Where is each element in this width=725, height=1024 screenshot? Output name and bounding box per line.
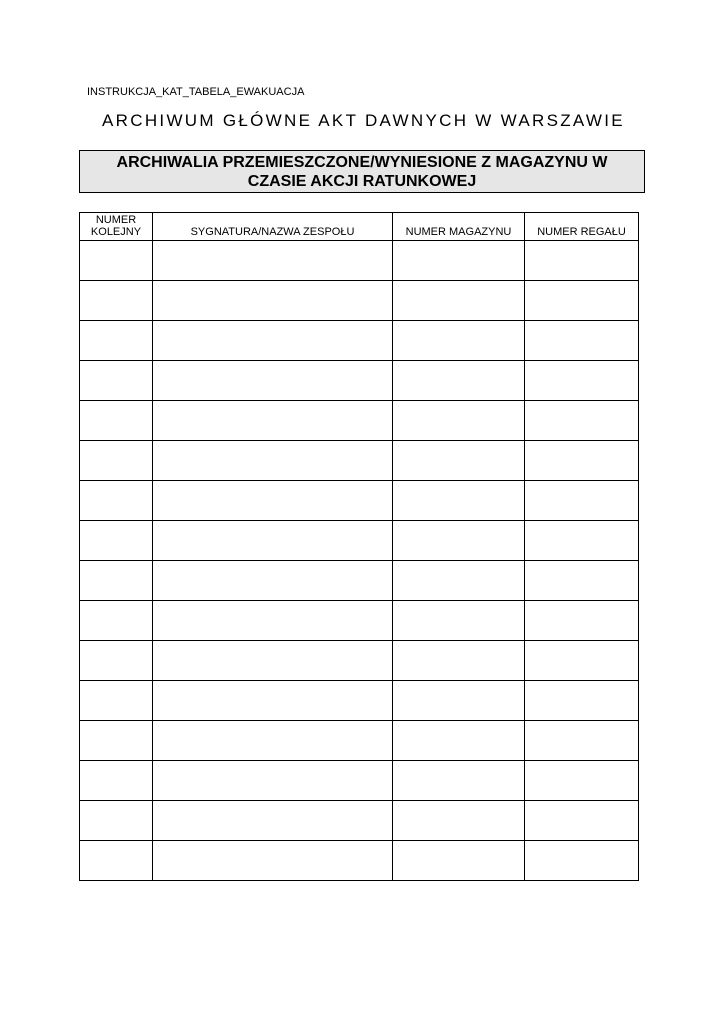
table-body bbox=[80, 241, 639, 881]
cell-ordinal-number[interactable] bbox=[80, 681, 153, 721]
cell-storage-number[interactable] bbox=[393, 841, 525, 881]
cell-shelf-number[interactable] bbox=[525, 241, 639, 281]
cell-storage-number[interactable] bbox=[393, 721, 525, 761]
institution-name: ARCHIWUM GŁÓWNE AKT DAWNYCH W WARSZAWIE bbox=[102, 111, 625, 130]
header-ordinal-number: NUMER KOLEJNY bbox=[80, 213, 153, 241]
cell-ordinal-number[interactable] bbox=[80, 401, 153, 441]
cell-ordinal-number[interactable] bbox=[80, 801, 153, 841]
cell-signature-fond-name[interactable] bbox=[153, 281, 393, 321]
cell-ordinal-number[interactable] bbox=[80, 481, 153, 521]
cell-signature-fond-name[interactable] bbox=[153, 801, 393, 841]
cell-ordinal-number[interactable] bbox=[80, 521, 153, 561]
cell-storage-number[interactable] bbox=[393, 361, 525, 401]
table-row bbox=[80, 561, 639, 601]
cell-signature-fond-name[interactable] bbox=[153, 441, 393, 481]
cell-signature-fond-name[interactable] bbox=[153, 481, 393, 521]
table-row bbox=[80, 841, 639, 881]
table-row bbox=[80, 321, 639, 361]
header-storage-number: NUMER MAGAZYNU bbox=[393, 213, 525, 241]
table-row bbox=[80, 721, 639, 761]
cell-storage-number[interactable] bbox=[393, 641, 525, 681]
cell-ordinal-number[interactable] bbox=[80, 361, 153, 401]
cell-storage-number[interactable] bbox=[393, 801, 525, 841]
cell-storage-number[interactable] bbox=[393, 321, 525, 361]
cell-storage-number[interactable] bbox=[393, 401, 525, 441]
cell-storage-number[interactable] bbox=[393, 441, 525, 481]
cell-shelf-number[interactable] bbox=[525, 521, 639, 561]
cell-ordinal-number[interactable] bbox=[80, 321, 153, 361]
table-row bbox=[80, 681, 639, 721]
cell-shelf-number[interactable] bbox=[525, 441, 639, 481]
document-title: ARCHIWALIA PRZEMIESZCZONE/WYNIESIONE Z MAGAZYNU W CZASIE AKCJI RATUNKOWEJ bbox=[116, 153, 608, 190]
cell-shelf-number[interactable] bbox=[525, 761, 639, 801]
cell-signature-fond-name[interactable] bbox=[153, 721, 393, 761]
cell-ordinal-number[interactable] bbox=[80, 441, 153, 481]
table-header-row bbox=[80, 213, 639, 241]
table-row bbox=[80, 641, 639, 681]
cell-shelf-number[interactable] bbox=[525, 321, 639, 361]
cell-shelf-number[interactable] bbox=[525, 841, 639, 881]
cell-ordinal-number[interactable] bbox=[80, 641, 153, 681]
header-signature-fond-name: SYGNATURA/NAZWA ZESPOŁU bbox=[153, 213, 393, 241]
cell-shelf-number[interactable] bbox=[525, 401, 639, 441]
table-row bbox=[80, 801, 639, 841]
cell-shelf-number[interactable] bbox=[525, 281, 639, 321]
table-row bbox=[80, 361, 639, 401]
cell-shelf-number[interactable] bbox=[525, 721, 639, 761]
cell-signature-fond-name[interactable] bbox=[153, 681, 393, 721]
cell-signature-fond-name[interactable] bbox=[153, 401, 393, 441]
title-box bbox=[79, 150, 645, 193]
table-row bbox=[80, 521, 639, 561]
cell-storage-number[interactable] bbox=[393, 761, 525, 801]
cell-shelf-number[interactable] bbox=[525, 601, 639, 641]
table-row bbox=[80, 241, 639, 281]
table-row bbox=[80, 441, 639, 481]
cell-storage-number[interactable] bbox=[393, 601, 525, 641]
cell-ordinal-number[interactable] bbox=[80, 241, 153, 281]
cell-shelf-number[interactable] bbox=[525, 481, 639, 521]
cell-storage-number[interactable] bbox=[393, 681, 525, 721]
cell-storage-number[interactable] bbox=[393, 281, 525, 321]
cell-signature-fond-name[interactable] bbox=[153, 601, 393, 641]
table-row bbox=[80, 481, 639, 521]
table-row bbox=[80, 281, 639, 321]
header-shelf-number: NUMER REGAŁU bbox=[525, 213, 639, 241]
cell-shelf-number[interactable] bbox=[525, 361, 639, 401]
cell-ordinal-number[interactable] bbox=[80, 601, 153, 641]
cell-ordinal-number[interactable] bbox=[80, 561, 153, 601]
cell-shelf-number[interactable] bbox=[525, 641, 639, 681]
cell-storage-number[interactable] bbox=[393, 521, 525, 561]
table-row bbox=[80, 761, 639, 801]
cell-signature-fond-name[interactable] bbox=[153, 641, 393, 681]
cell-ordinal-number[interactable] bbox=[80, 761, 153, 801]
cell-signature-fond-name[interactable] bbox=[153, 561, 393, 601]
cell-ordinal-number[interactable] bbox=[80, 841, 153, 881]
cell-signature-fond-name[interactable] bbox=[153, 841, 393, 881]
cell-signature-fond-name[interactable] bbox=[153, 321, 393, 361]
table-row bbox=[80, 601, 639, 641]
cell-shelf-number[interactable] bbox=[525, 681, 639, 721]
evacuation-table bbox=[79, 212, 639, 881]
document-code: INSTRUKCJA_KAT_TABELA_EWAKUACJA bbox=[87, 86, 305, 98]
cell-storage-number[interactable] bbox=[393, 561, 525, 601]
cell-shelf-number[interactable] bbox=[525, 801, 639, 841]
cell-storage-number[interactable] bbox=[393, 481, 525, 521]
cell-storage-number[interactable] bbox=[393, 241, 525, 281]
cell-ordinal-number[interactable] bbox=[80, 281, 153, 321]
cell-shelf-number[interactable] bbox=[525, 561, 639, 601]
cell-signature-fond-name[interactable] bbox=[153, 241, 393, 281]
cell-signature-fond-name[interactable] bbox=[153, 521, 393, 561]
table-row bbox=[80, 401, 639, 441]
cell-signature-fond-name[interactable] bbox=[153, 761, 393, 801]
cell-signature-fond-name[interactable] bbox=[153, 361, 393, 401]
cell-ordinal-number[interactable] bbox=[80, 721, 153, 761]
